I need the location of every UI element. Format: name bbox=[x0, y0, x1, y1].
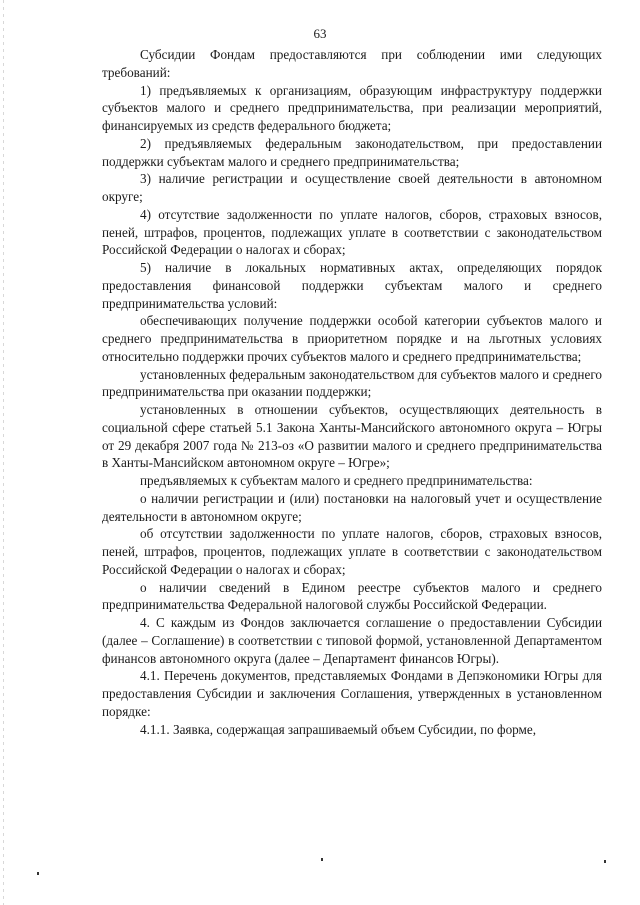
scan-edge-artifact bbox=[3, 0, 4, 905]
document-body bbox=[102, 46, 602, 738]
paragraph: 3) наличие регистрации и осуществление своей деятельности в автономном округе; bbox=[102, 171, 602, 204]
paragraph: установленных в отношении субъектов, осуществляющих деятельность в социальной сфере статьей 5.1 Закона Ханты-Мансийского автономного округа – Югры от 29 декабря 2007 года № 213-оз «О развитии малого и среднего предпринимательства в Ханты-Мансийском автономном округе – Югре»; bbox=[102, 402, 602, 471]
paragraph: о наличии сведений в Едином реестре субъектов малого и среднего предпринимательства Федеральной налоговой службы Российской Федерации. bbox=[102, 579, 602, 613]
paragraph: 4.1. Перечень документов, представляемых Фондами в Депэкономики Югры для предоставления Субсидии и заключения Соглашения, утвержденных в установленном порядке: bbox=[102, 668, 602, 719]
paragraph: предъявляемых к субъектам малого и среднего предпринимательства: bbox=[140, 473, 533, 488]
paragraph: 2) предъявляемых федеральным законодательством, при предоставлении поддержки субъектам малого и среднего предпринимательства; bbox=[102, 135, 602, 169]
paragraph: 5) наличие в локальных нормативных актах, определяющих порядок предоставления финансовой поддержки субъектам малого и среднего предпринимательства условий: bbox=[102, 260, 602, 311]
paragraph: установленных федеральным законодательством для субъектов малого и среднего предпринимательства при оказании поддержки; bbox=[102, 366, 602, 400]
paragraph: 4) отсутствие задолженности по уплате налогов, сборов, страховых взносов, пеней, штрафов, процентов, подлежащих уплате в соответствии с законодательством Российской Федерации о налогах и сборах; bbox=[102, 206, 602, 258]
paragraph: 4. С каждым из Фондов заключается соглашение о предоставлении Субсидии (далее – Соглашение) в соответствии с типовой формой, установленной Департаментом финансов автономного округа (далее – Департамент финансов Югры). bbox=[102, 615, 602, 666]
paragraph: о наличии регистрации и (или) постановки на налоговый учет и осуществление деятельности в автономном округе; bbox=[102, 490, 602, 524]
scan-speck bbox=[321, 858, 323, 861]
scan-speck bbox=[37, 872, 39, 875]
paragraph: обеспечивающих получение поддержки особой категории субъектов малого и среднего предпринимательства в приоритетном порядке и на льготных условиях относительно поддержки прочих субъектов малого и среднего предпринимательства; bbox=[102, 313, 602, 364]
paragraph: 4.1.1. Заявка, содержащая запрашиваемый объем Субсидии, по форме, bbox=[140, 721, 537, 737]
paragraph: об отсутствии задолженности по уплате налогов, сборов, страховых взносов, пеней, штрафов, процентов, подлежащих уплате в соответствии с законодательством Российской Федерации о налогах и сборах; bbox=[102, 526, 602, 577]
paragraph: 1) предъявляемых к организациям, образующим инфраструктуру поддержки субъектов малого и среднего предпринимательства, при реализации мероприятий, финансируемых из средств федерального бюджета; bbox=[102, 82, 602, 133]
paragraph: Субсидии Фондам предоставляются при соблюдении ими следующих требований: bbox=[102, 47, 602, 80]
scan-speck bbox=[604, 860, 606, 863]
page-number: 63 bbox=[313, 26, 327, 41]
